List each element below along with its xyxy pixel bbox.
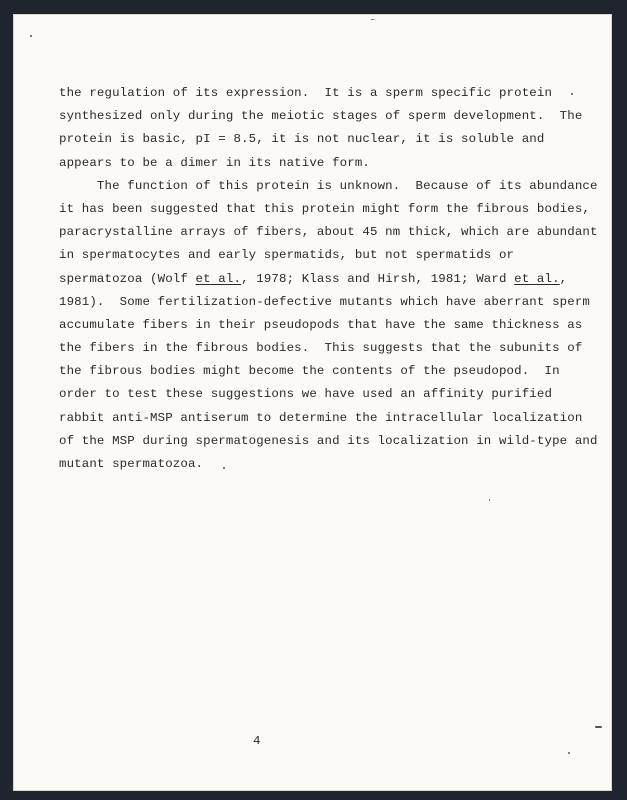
scan-speck bbox=[30, 35, 32, 37]
page-number: 4 bbox=[253, 734, 261, 748]
text-segment: , bbox=[559, 271, 568, 286]
text-line: appears to be a dimer in its native form. bbox=[59, 155, 371, 170]
text-line: synthesized only during the meiotic stages of sperm development. The bbox=[59, 109, 583, 124]
text-segment: spermatozoa (Wolf bbox=[59, 271, 196, 286]
text-line: of the MSP during spermatogenesis and its localization in wild-type and bbox=[59, 433, 598, 448]
text-line: 1981). Some fertilization-defective mutants which have aberrant sperm bbox=[59, 294, 590, 309]
body-text bbox=[59, 82, 598, 476]
text-line: protein is basic, pI = 8.5, it is not nuclear, it is soluble and bbox=[59, 132, 545, 147]
scan-speck bbox=[571, 93, 573, 95]
scan-speck bbox=[595, 726, 602, 728]
text-line: order to test these suggestions we have used an affinity purified bbox=[59, 387, 553, 402]
text-line: it has been suggested that this protein might form the fibrous bodies, bbox=[59, 201, 590, 216]
document-page bbox=[13, 14, 612, 791]
underlined-et-al: et al. bbox=[195, 271, 242, 286]
scan-speck bbox=[568, 752, 570, 754]
scan-speck bbox=[371, 19, 374, 20]
text-line: rabbit anti-MSP antiserum to determine the intracellular localization bbox=[59, 410, 583, 425]
underlined-et-al: et al. bbox=[514, 271, 560, 286]
text-line: mutant spermatozoa. bbox=[59, 457, 204, 471]
text-line: the fibers in the fibrous bodies. This suggests that the subunits of bbox=[59, 341, 583, 356]
scan-speck bbox=[489, 499, 490, 501]
text-line: the fibrous bodies might become the contents of the pseudopod. In bbox=[59, 364, 560, 379]
text-segment: , 1978; Klass and Hirsh, 1981; Ward bbox=[241, 271, 515, 286]
paragraph-start-line: The function of this protein is unknown. Because of its abundance bbox=[59, 178, 598, 193]
text-line: in spermatocytes and early spermatids, but not spermatids or bbox=[59, 248, 515, 263]
text-line: paracrystalline arrays of fibers, about 45 nm thick, which are abundant bbox=[59, 225, 598, 240]
scan-speck bbox=[223, 467, 225, 469]
citation-line bbox=[59, 268, 579, 291]
text-line: accumulate fibers in their pseudopods that have the same thickness as bbox=[59, 317, 583, 332]
text-line: the regulation of its expression. It is a sperm specific protein bbox=[59, 86, 553, 100]
